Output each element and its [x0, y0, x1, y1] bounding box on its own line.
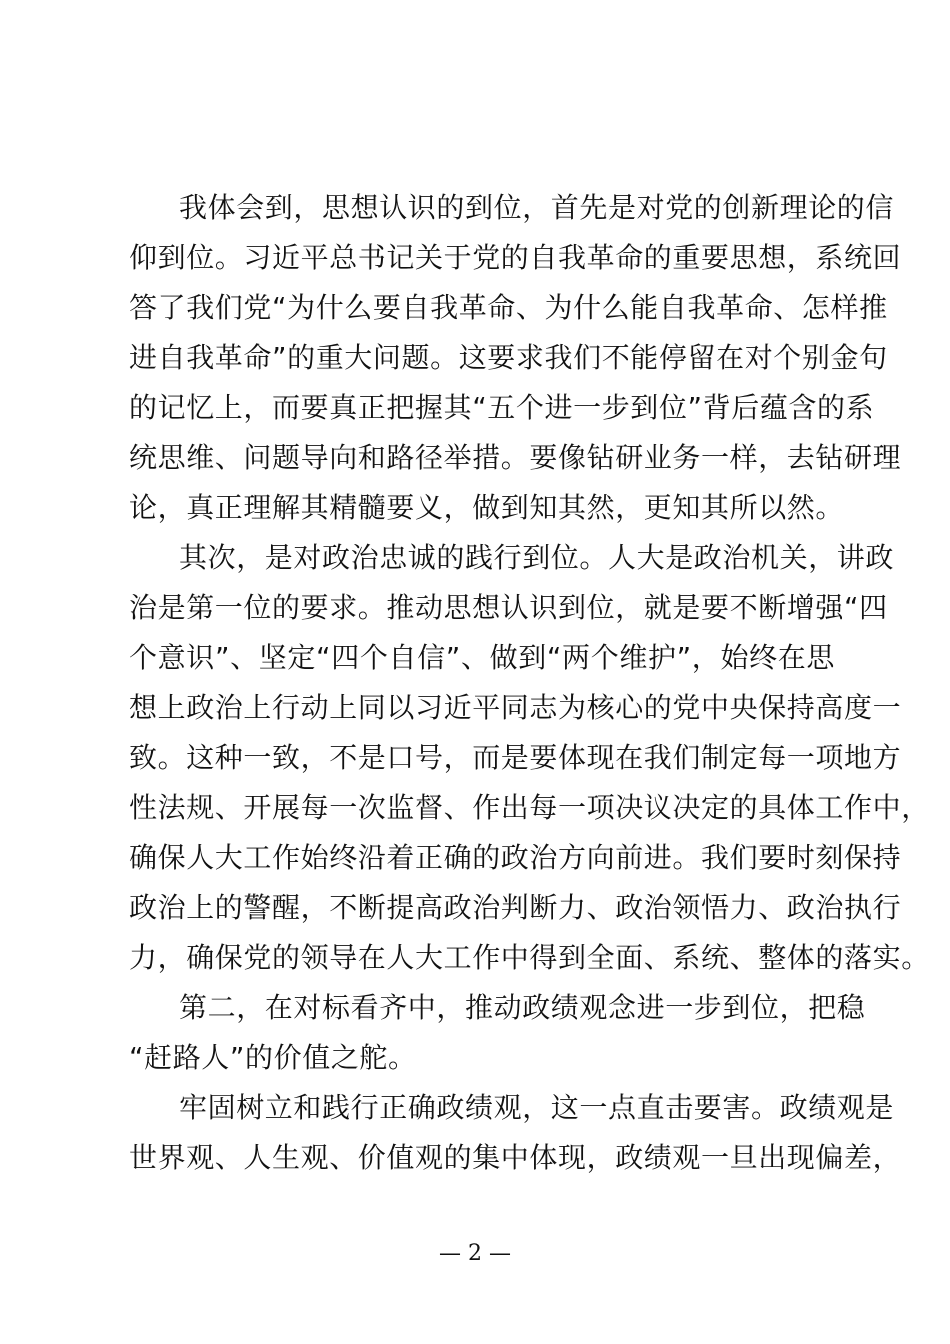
paragraph-1-line-1: 我体会到，思想认识的到位，首先是对党的创新理论的信	[179, 191, 895, 224]
paragraph-2-line-2: 治是第一位的要求。推动思想认识到位，就是要不断增强“四	[129, 591, 888, 624]
paragraph-2-line-1: 其次，是对政治忠诚的践行到位。人大是政治机关，讲政	[179, 541, 895, 574]
paragraph-2-line-6: 性法规、开展每一次监督、作出每一项决议决定的具体工作中，	[129, 791, 930, 824]
paragraph-3-line-2: “赶路人”的价值之舵。	[129, 1041, 417, 1074]
paragraph-2-line-8: 政治上的警醒，不断提高政治判断力、政治领悟力、政治执行	[129, 891, 902, 924]
paragraph-2-line-4: 想上政治上行动上同以习近平同志为核心的党中央保持高度一	[129, 691, 902, 724]
paragraph-4-line-1: 牢固树立和践行正确政绩观，这一点直击要害。政绩观是	[179, 1091, 895, 1124]
page-number: — 2 —	[439, 1241, 511, 1266]
paragraph-2-line-3: 个意识”、坚定“四个自信”、做到“两个维护”，始终在思	[129, 641, 835, 674]
paragraph-1-line-6: 统思维、问题导向和路径举措。要像钻研业务一样，去钻研理	[129, 441, 902, 474]
paragraph-2-line-7: 确保人大工作始终沿着正确的政治方向前进。我们要时刻保持	[129, 841, 902, 874]
paragraph-1-line-2: 仰到位。习近平总书记关于党的自我革命的重要思想，系统回	[129, 241, 902, 274]
paragraph-2-line-9: 力，确保党的领导在人大工作中得到全面、系统、整体的落实。	[129, 941, 930, 974]
paragraph-1-line-5: 的记忆上，而要真正把握其“五个进一步到位”背后蕴含的系	[129, 391, 875, 424]
paragraph-1-line-7: 论，真正理解其精髓要义，做到知其然，更知其所以然。	[129, 491, 845, 524]
paragraph-4-line-2: 世界观、人生观、价值观的集中体现，政绩观一旦出现偏差，	[129, 1141, 902, 1174]
paragraph-2-line-5: 致。这种一致，不是口号，而是要体现在我们制定每一项地方	[129, 741, 902, 774]
paragraph-3-line-1: 第二，在对标看齐中，推动政绩观念进一步到位，把稳	[179, 991, 866, 1024]
body-text	[129, 183, 930, 1183]
paragraph-1-line-3: 答了我们党“为什么要自我革命、为什么能自我革命、怎样推	[129, 291, 888, 324]
paragraph-1-line-4: 进自我革命”的重大问题。这要求我们不能停留在对个别金句	[129, 341, 888, 374]
